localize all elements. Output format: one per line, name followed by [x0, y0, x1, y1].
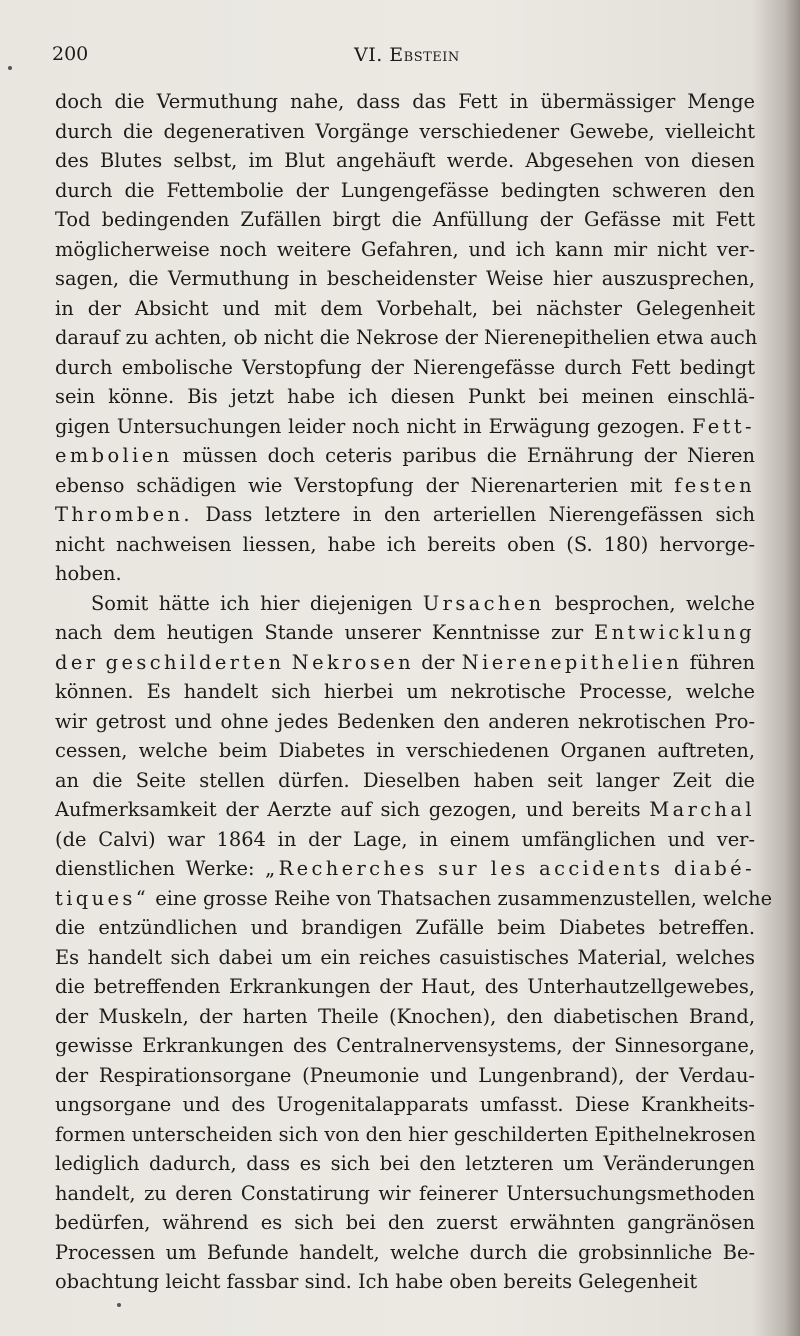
emphasis-word: der	[55, 650, 99, 674]
emphasis-word: embolien	[55, 444, 173, 467]
text-line: sein könne. Bis jetzt habe ich diesen Punkt bei meinen einschlä-	[55, 385, 755, 408]
text-line: Somit hätte ich hier diejenigen Ursachen besprochen, welche	[91, 591, 756, 615]
text-line: die entzündlichen und brandigen Zufälle beim Diabetes betreffen.	[55, 916, 755, 939]
emphasis-word: Ursachen	[422, 591, 545, 615]
text-line: des Blutes selbst, im Blut angehäuft werde. Abgesehen von diesen	[55, 149, 755, 172]
text-line: können. Es handelt sich hierbei um nekrotische Processe, welche	[55, 680, 755, 703]
emphasis-word: geschilderten	[105, 650, 285, 674]
text-line: hoben.	[55, 562, 122, 585]
text-line: gewisse Erkrankungen des Centralnervensystems, der Sinnesorgane,	[55, 1034, 755, 1057]
text-line: der geschilderten Nekrosen der Nierenepithelien führen	[55, 650, 755, 674]
emphasis-word: Marchal	[649, 798, 755, 821]
text-line: dienstlichen Werke: „Recherches sur les accidents diabé-	[55, 857, 756, 880]
text-line: ebenso schädigen wie Verstopfung der Nierenarterien mit festen	[55, 473, 755, 497]
text-line: ungsorgane und des Urogenitalapparats umfasst. Diese Krankheits-	[55, 1093, 755, 1116]
emphasis-word: accidents	[539, 857, 664, 880]
text-line: die betreffenden Erkrankungen der Haut, des Unterhautzellgewebes,	[55, 975, 755, 998]
text-line: handelt, zu deren Constatirung wir feinerer Untersuchungsmethoden	[55, 1181, 755, 1205]
text-line: nach dem heutigen Stande unserer Kenntnisse zur Entwicklung	[55, 621, 755, 644]
text-line: nicht nachweisen liessen, habe ich bereits oben (S. 180) hervorge-	[55, 532, 755, 556]
text-line: Tod bedingenden Zufällen birgt die Anfüllung der Gefässe mit Fett	[55, 208, 755, 231]
emphasis-word: tiques“	[55, 886, 150, 910]
emphasis-word: festen	[674, 473, 755, 497]
text-line: cessen, welche beim Diabetes in verschiedenen Organen auftreten,	[55, 739, 755, 762]
emphasis-word: sur	[438, 857, 481, 880]
text-line: (de Calvi) war 1864 in der Lage, in einem umfänglichen und ver-	[55, 827, 755, 851]
running-head: VI. Ebstein	[354, 44, 460, 66]
body-text	[55, 87, 773, 1297]
text-line: in der Absicht und mit dem Vorbehalt, bei nächster Gelegenheit	[55, 296, 755, 320]
text-line: wir getrost und ohne jedes Bedenken den anderen nekrotischen Pro-	[55, 709, 755, 733]
text-line: der Muskeln, der harten Theile (Knochen), den diabetischen Brand,	[55, 1004, 755, 1028]
text-line: der Respirationsorgane (Pneumonie und Lungenbrand), der Verdau-	[55, 1063, 755, 1087]
text-line: durch die degenerativen Vorgänge verschiedener Gewebe, vielleicht	[55, 119, 755, 143]
paragraph	[55, 87, 758, 589]
text-line: möglicherweise noch weitere Gefahren, und ich kann mir nicht ver-	[55, 237, 755, 261]
text-line: obachtung leicht fassbar sind. Ich habe oben bereits Gelegenheit	[55, 1270, 698, 1293]
emphasis-word: diabé-	[674, 857, 756, 880]
text-line: darauf zu achten, ob nicht die Nekrose der Nierenepithelien etwa auch	[55, 326, 758, 349]
text-line: Processen um Befunde handelt, welche durch die grobsinnliche Be-	[55, 1240, 755, 1264]
emphasis-word: Fett-	[691, 414, 755, 438]
paragraph	[55, 589, 773, 1297]
emphasis-word: „Recherches	[265, 857, 428, 880]
emphasis-word: les	[490, 857, 529, 880]
text-line: lediglich dadurch, dass es sich bei den letzteren um Veränderungen	[55, 1152, 755, 1175]
text-line: gigen Untersuchungen leider noch nicht in Erwägung gezogen. Fett-	[55, 414, 755, 438]
text-line: Thromben. Dass letztere in den arteriellen Nierengefässen sich	[55, 503, 755, 526]
emphasis-word: Nekrosen	[291, 650, 414, 674]
text-line: tiques“ eine grosse Reihe von Thatsachen zusammenzustellen, welche	[55, 886, 773, 910]
text-line: Aufmerksamkeit der Aerzte auf sich gezogen, und bereits Marchal	[55, 798, 755, 821]
page-number: 200	[52, 43, 89, 65]
page-header	[52, 43, 752, 69]
text-line: embolien müssen doch ceteris paribus die Ernährung der Nieren	[55, 444, 755, 467]
text-line: durch embolische Verstopfung der Nierengefässe durch Fett bedingt	[55, 355, 755, 379]
text-line: durch die Fettembolie der Lungengefässe bedingten schweren den	[55, 178, 755, 202]
text-line: doch die Vermuthung nahe, dass das Fett in übermässiger Menge	[55, 90, 755, 113]
text-line: sagen, die Vermuthung in bescheidenster Weise hier auszusprechen,	[55, 267, 755, 290]
emphasis-word: Entwicklung	[594, 621, 755, 644]
text-line: an die Seite stellen dürfen. Dieselben haben seit langer Zeit die	[55, 768, 755, 792]
ink-speck	[117, 1303, 121, 1307]
emphasis-word: Nierenepithelien	[461, 650, 683, 674]
ink-speck	[8, 66, 12, 70]
text-line: bedürfen, während es sich bei den zuerst erwähnten gangränösen	[55, 1211, 755, 1234]
emphasis-word: Thromben.	[55, 503, 193, 526]
text-line: formen unterscheiden sich von den hier geschilderten Epithelnekrosen	[55, 1122, 756, 1146]
text-line: Es handelt sich dabei um ein reiches casuistisches Material, welches	[55, 945, 755, 969]
